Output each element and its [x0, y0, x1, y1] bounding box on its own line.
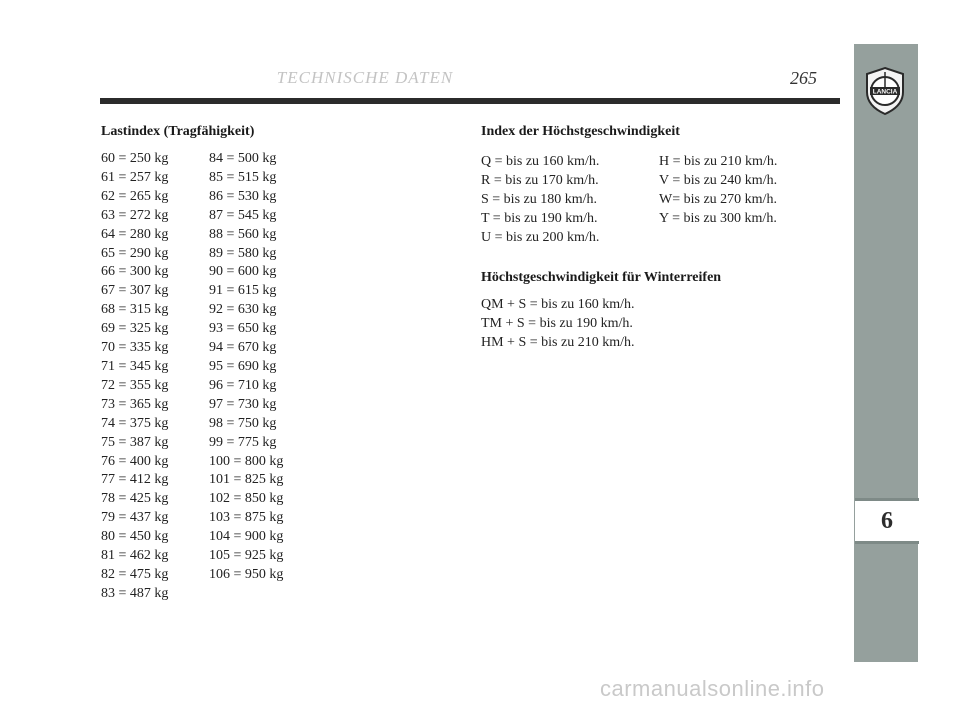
load-index-entry: 96 = 710 kg: [209, 377, 277, 393]
load-index-entry: 92 = 630 kg: [209, 302, 277, 318]
speed-index-entry: V = bis zu 240 km/h.: [659, 172, 778, 188]
load-index-entry: 65 = 290 kg: [101, 245, 169, 261]
load-index-entry: 72 = 355 kg: [101, 377, 169, 393]
load-index-entry: 100 = 800 kg: [209, 453, 284, 469]
speed-index-entry: S = bis zu 180 km/h.: [481, 191, 598, 207]
load-index-entry: 90 = 600 kg: [209, 264, 277, 280]
load-index-entry: 75 = 387 kg: [101, 434, 169, 450]
load-index-entry: 101 = 825 kg: [209, 472, 284, 488]
load-index-entry: 64 = 280 kg: [101, 226, 169, 242]
load-index-entry: 82 = 475 kg: [101, 566, 169, 582]
load-index-entry: 106 = 950 kg: [209, 566, 284, 582]
page-number: 265: [790, 68, 817, 88]
load-index-entry: 74 = 375 kg: [101, 415, 169, 431]
load-index-entry: 66 = 300 kg: [101, 264, 169, 280]
load-index-entry: 95 = 690 kg: [209, 358, 277, 374]
logo-brand-text: LANCIA: [872, 88, 898, 96]
speed-index-entry: Y = bis zu 300 km/h.: [659, 210, 777, 226]
load-index-entry: 63 = 272 kg: [101, 207, 169, 223]
load-index-entry: 104 = 900 kg: [209, 529, 284, 545]
load-index-entry: 77 = 412 kg: [101, 472, 169, 488]
winter-tires-heading: Höchstgeschwindigkeit für Winterreifen: [481, 270, 722, 285]
load-index-column-1: [101, 150, 168, 604]
load-index-entry: 102 = 850 kg: [209, 491, 284, 507]
load-index-entry: 61 = 257 kg: [101, 169, 169, 185]
load-index-entry: 69 = 325 kg: [101, 321, 169, 337]
load-index-entry: 99 = 775 kg: [209, 434, 277, 450]
load-index-entry: 80 = 450 kg: [101, 529, 169, 545]
watermark-text: carmanualsonline.info: [600, 676, 825, 701]
load-index-entry: 91 = 615 kg: [209, 283, 277, 299]
load-index-entry: 67 = 307 kg: [101, 283, 169, 299]
header-divider: [100, 98, 840, 104]
load-index-entry: 94 = 670 kg: [209, 340, 277, 356]
load-index-entry: 84 = 500 kg: [209, 151, 277, 166]
page-header-title: TECHNISCHE DATEN: [276, 68, 454, 87]
speed-index-entry: W= bis zu 270 km/h.: [659, 191, 777, 207]
load-index-entry: 79 = 437 kg: [101, 510, 169, 526]
winter-tires-list: [481, 296, 634, 353]
load-index-entry: 105 = 925 kg: [209, 548, 284, 564]
speed-index-entry: U = bis zu 200 km/h.: [481, 229, 600, 245]
chapter-side-tab: [854, 44, 918, 662]
load-index-entry: 78 = 425 kg: [101, 491, 169, 507]
load-index-entry: 70 = 335 kg: [101, 340, 169, 356]
chapter-number-tab[interactable]: 6: [855, 498, 919, 544]
speed-index-entry: R = bis zu 170 km/h.: [481, 172, 599, 188]
speed-index-entry: H = bis zu 210 km/h.: [659, 154, 778, 169]
load-index-entry: 87 = 545 kg: [209, 207, 277, 223]
winter-speed-entry: HM + S = bis zu 210 km/h.: [481, 334, 635, 350]
load-index-entry: 81 = 462 kg: [101, 548, 169, 564]
load-index-entry: 60 = 250 kg: [101, 151, 169, 166]
load-index-entry: 62 = 265 kg: [101, 188, 169, 204]
load-index-entry: 93 = 650 kg: [209, 321, 277, 337]
load-index-heading: Lastindex (Tragfähigkeit): [101, 124, 255, 139]
load-index-entry: 73 = 365 kg: [101, 396, 169, 412]
speed-index-heading: Index der Höchstgeschwindigkeit: [481, 124, 680, 139]
load-index-entry: 83 = 487 kg: [101, 585, 169, 601]
load-index-column-2: [209, 150, 283, 585]
load-index-entry: 71 = 345 kg: [101, 358, 169, 374]
speed-index-column-1: [481, 153, 599, 248]
load-index-entry: 68 = 315 kg: [101, 302, 169, 318]
winter-speed-entry: TM + S = bis zu 190 km/h.: [481, 315, 633, 331]
load-index-entry: 76 = 400 kg: [101, 453, 169, 469]
load-index-entry: 86 = 530 kg: [209, 188, 277, 204]
load-index-entry: 89 = 580 kg: [209, 245, 277, 261]
winter-speed-entry: QM + S = bis zu 160 km/h.: [481, 297, 635, 312]
speed-index-entry: T = bis zu 190 km/h.: [481, 210, 598, 226]
load-index-entry: 97 = 730 kg: [209, 396, 277, 412]
load-index-entry: 98 = 750 kg: [209, 415, 277, 431]
load-index-entry: 85 = 515 kg: [209, 169, 277, 185]
lancia-logo-icon: [864, 66, 906, 116]
load-index-entry: 88 = 560 kg: [209, 226, 277, 242]
speed-index-column-2: [659, 153, 777, 229]
load-index-entry: 103 = 875 kg: [209, 510, 284, 526]
speed-index-entry: Q = bis zu 160 km/h.: [481, 154, 600, 169]
